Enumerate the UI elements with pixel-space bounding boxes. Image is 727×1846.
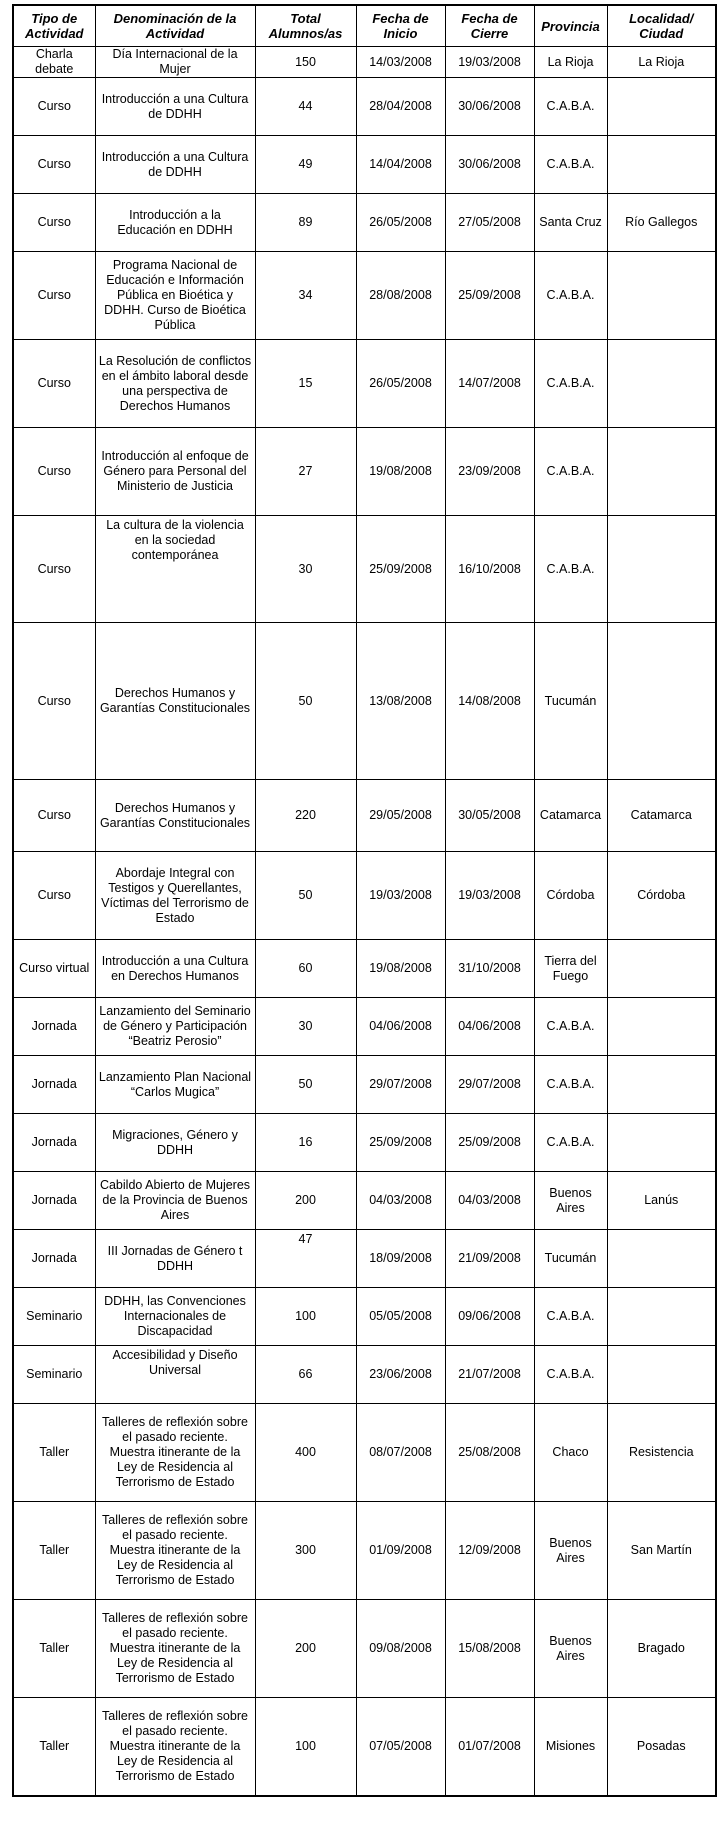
table-row xyxy=(13,1114,716,1172)
cell-total: 66 xyxy=(255,1346,356,1404)
cell-tipo: Seminario xyxy=(13,1346,95,1404)
activities-table xyxy=(12,4,717,1797)
cell-provincia: C.A.B.A. xyxy=(534,252,607,340)
cell-total: 50 xyxy=(255,852,356,940)
cell-tipo: Jornada xyxy=(13,1114,95,1172)
cell-denominacion: La Resolución de conflictos en el ámbito laboral desde una perspectiva de Derechos Humanos xyxy=(95,340,255,428)
cell-inicio: 25/09/2008 xyxy=(356,1114,445,1172)
cell-localidad xyxy=(607,1230,716,1288)
cell-provincia: Catamarca xyxy=(534,780,607,852)
cell-total: 47 xyxy=(255,1230,356,1288)
cell-provincia: Misiones xyxy=(534,1698,607,1796)
cell-denominacion: Programa Nacional de Educación e Información Pública en Bioética y DDHH. Curso de Bioética Pública xyxy=(95,252,255,340)
cell-provincia: C.A.B.A. xyxy=(534,1056,607,1114)
table-row xyxy=(13,47,716,78)
table-row xyxy=(13,998,716,1056)
cell-cierre: 30/06/2008 xyxy=(445,78,534,136)
cell-denominacion: Abordaje Integral con Testigos y Querellantes, Víctimas del Terrorismo de Estado xyxy=(95,852,255,940)
cell-inicio: 29/07/2008 xyxy=(356,1056,445,1114)
cell-provincia: Santa Cruz xyxy=(534,194,607,252)
cell-localidad xyxy=(607,252,716,340)
cell-inicio: 13/08/2008 xyxy=(356,623,445,780)
cell-denominacion: Introducción a una Cultura de DDHH xyxy=(95,136,255,194)
cell-denominacion: DDHH, las Convenciones Internacionales de Discapacidad xyxy=(95,1288,255,1346)
cell-cierre: 16/10/2008 xyxy=(445,516,534,623)
cell-cierre: 23/09/2008 xyxy=(445,428,534,516)
cell-cierre: 25/09/2008 xyxy=(445,1114,534,1172)
cell-provincia: C.A.B.A. xyxy=(534,78,607,136)
table-row xyxy=(13,1502,716,1600)
cell-tipo: Curso virtual xyxy=(13,940,95,998)
cell-inicio: 04/03/2008 xyxy=(356,1172,445,1230)
cell-inicio: 14/04/2008 xyxy=(356,136,445,194)
cell-localidad: Bragado xyxy=(607,1600,716,1698)
cell-denominacion: Derechos Humanos y Garantías Constitucionales xyxy=(95,623,255,780)
cell-provincia: Tucumán xyxy=(534,623,607,780)
cell-localidad xyxy=(607,1346,716,1404)
cell-total: 27 xyxy=(255,428,356,516)
cell-cierre: 01/07/2008 xyxy=(445,1698,534,1796)
cell-tipo: Curso xyxy=(13,428,95,516)
cell-total: 200 xyxy=(255,1600,356,1698)
cell-cierre: 31/10/2008 xyxy=(445,940,534,998)
cell-denominacion: Introducción a la Educación en DDHH xyxy=(95,194,255,252)
table-row xyxy=(13,623,716,780)
cell-tipo: Curso xyxy=(13,516,95,623)
cell-inicio: 07/05/2008 xyxy=(356,1698,445,1796)
cell-cierre: 21/07/2008 xyxy=(445,1346,534,1404)
cell-tipo: Curso xyxy=(13,852,95,940)
cell-inicio: 26/05/2008 xyxy=(356,194,445,252)
table-row xyxy=(13,78,716,136)
cell-cierre: 19/03/2008 xyxy=(445,852,534,940)
table-row xyxy=(13,194,716,252)
header-localidad: Localidad/ Ciudad xyxy=(607,5,716,47)
cell-provincia: Córdoba xyxy=(534,852,607,940)
activities-document xyxy=(12,4,715,1797)
cell-denominacion: Introducción al enfoque de Género para Personal del Ministerio de Justicia xyxy=(95,428,255,516)
cell-localidad xyxy=(607,1114,716,1172)
cell-tipo: Taller xyxy=(13,1698,95,1796)
cell-tipo: Curso xyxy=(13,340,95,428)
cell-localidad xyxy=(607,428,716,516)
cell-cierre: 15/08/2008 xyxy=(445,1600,534,1698)
cell-total: 200 xyxy=(255,1172,356,1230)
table-row xyxy=(13,1288,716,1346)
cell-denominacion: Talleres de reflexión sobre el pasado reciente. Muestra itinerante de la Ley de Residencia al Terrorismo de Estado xyxy=(95,1502,255,1600)
cell-tipo: Curso xyxy=(13,780,95,852)
table-row xyxy=(13,1056,716,1114)
cell-total: 89 xyxy=(255,194,356,252)
cell-cierre: 14/07/2008 xyxy=(445,340,534,428)
cell-cierre: 12/09/2008 xyxy=(445,1502,534,1600)
cell-cierre: 14/08/2008 xyxy=(445,623,534,780)
cell-provincia: Buenos Aires xyxy=(534,1502,607,1600)
table-row xyxy=(13,1600,716,1698)
cell-localidad xyxy=(607,940,716,998)
cell-inicio: 09/08/2008 xyxy=(356,1600,445,1698)
table-row xyxy=(13,1346,716,1404)
header-tipo: Tipo de Actividad xyxy=(13,5,95,47)
cell-denominacion: Lanzamiento Plan Nacional “Carlos Mugica” xyxy=(95,1056,255,1114)
table-row xyxy=(13,1230,716,1288)
cell-tipo: Curso xyxy=(13,78,95,136)
table-row xyxy=(13,340,716,428)
header-cierre: Fecha de Cierre xyxy=(445,5,534,47)
cell-inicio: 04/06/2008 xyxy=(356,998,445,1056)
cell-localidad: Catamarca xyxy=(607,780,716,852)
cell-localidad xyxy=(607,78,716,136)
cell-tipo: Seminario xyxy=(13,1288,95,1346)
cell-cierre: 30/05/2008 xyxy=(445,780,534,852)
table-row xyxy=(13,516,716,623)
cell-inicio: 23/06/2008 xyxy=(356,1346,445,1404)
cell-tipo: Curso xyxy=(13,623,95,780)
cell-total: 49 xyxy=(255,136,356,194)
cell-denominacion: Talleres de reflexión sobre el pasado reciente. Muestra itinerante de la Ley de Residencia al Terrorismo de Estado xyxy=(95,1600,255,1698)
cell-inicio: 14/03/2008 xyxy=(356,47,445,78)
cell-total: 44 xyxy=(255,78,356,136)
cell-provincia: C.A.B.A. xyxy=(534,1114,607,1172)
cell-provincia: C.A.B.A. xyxy=(534,340,607,428)
cell-inicio: 19/08/2008 xyxy=(356,940,445,998)
cell-tipo: Taller xyxy=(13,1600,95,1698)
cell-cierre: 21/09/2008 xyxy=(445,1230,534,1288)
cell-denominacion: Accesibilidad y Diseño Universal xyxy=(95,1346,255,1404)
cell-denominacion: Migraciones, Género y DDHH xyxy=(95,1114,255,1172)
cell-provincia: La Rioja xyxy=(534,47,607,78)
cell-inicio: 18/09/2008 xyxy=(356,1230,445,1288)
table-row xyxy=(13,136,716,194)
cell-inicio: 01/09/2008 xyxy=(356,1502,445,1600)
cell-denominacion: Introducción a una Cultura en Derechos Humanos xyxy=(95,940,255,998)
cell-denominacion: III Jornadas de Género t DDHH xyxy=(95,1230,255,1288)
cell-provincia: Buenos Aires xyxy=(534,1172,607,1230)
cell-provincia: C.A.B.A. xyxy=(534,516,607,623)
table-row xyxy=(13,1698,716,1796)
cell-tipo: Jornada xyxy=(13,1172,95,1230)
cell-total: 30 xyxy=(255,998,356,1056)
table-row xyxy=(13,780,716,852)
cell-total: 220 xyxy=(255,780,356,852)
cell-provincia: Tierra del Fuego xyxy=(534,940,607,998)
cell-provincia: C.A.B.A. xyxy=(534,428,607,516)
cell-provincia: C.A.B.A. xyxy=(534,1346,607,1404)
cell-denominacion: Talleres de reflexión sobre el pasado reciente. Muestra itinerante de la Ley de Residencia al Terrorismo de Estado xyxy=(95,1404,255,1502)
header-provincia: Provincia xyxy=(534,5,607,47)
table-row xyxy=(13,852,716,940)
cell-denominacion: Derechos Humanos y Garantías Constitucionales xyxy=(95,780,255,852)
cell-provincia: Chaco xyxy=(534,1404,607,1502)
table-row xyxy=(13,1404,716,1502)
table-row xyxy=(13,252,716,340)
table-row xyxy=(13,1172,716,1230)
cell-tipo: Jornada xyxy=(13,998,95,1056)
cell-localidad xyxy=(607,340,716,428)
cell-inicio: 28/04/2008 xyxy=(356,78,445,136)
cell-provincia: C.A.B.A. xyxy=(534,1288,607,1346)
cell-tipo: Jornada xyxy=(13,1230,95,1288)
cell-inicio: 19/08/2008 xyxy=(356,428,445,516)
cell-localidad xyxy=(607,1056,716,1114)
cell-localidad: Posadas xyxy=(607,1698,716,1796)
cell-total: 50 xyxy=(255,1056,356,1114)
cell-localidad xyxy=(607,136,716,194)
cell-localidad: Río Gallegos xyxy=(607,194,716,252)
cell-localidad xyxy=(607,998,716,1056)
cell-cierre: 04/03/2008 xyxy=(445,1172,534,1230)
cell-tipo: Jornada xyxy=(13,1056,95,1114)
cell-denominacion: Introducción a una Cultura de DDHH xyxy=(95,78,255,136)
cell-total: 60 xyxy=(255,940,356,998)
cell-denominacion: La cultura de la violencia en la sociedad contemporánea xyxy=(95,516,255,623)
cell-total: 15 xyxy=(255,340,356,428)
cell-inicio: 08/07/2008 xyxy=(356,1404,445,1502)
cell-denominacion: Cabildo Abierto de Mujeres de la Provincia de Buenos Aires xyxy=(95,1172,255,1230)
cell-total: 100 xyxy=(255,1288,356,1346)
cell-total: 150 xyxy=(255,47,356,78)
cell-total: 34 xyxy=(255,252,356,340)
cell-tipo: Curso xyxy=(13,194,95,252)
cell-localidad: Resistencia xyxy=(607,1404,716,1502)
cell-inicio: 26/05/2008 xyxy=(356,340,445,428)
cell-inicio: 29/05/2008 xyxy=(356,780,445,852)
cell-tipo: Charla debate xyxy=(13,47,95,78)
cell-provincia: Buenos Aires xyxy=(534,1600,607,1698)
cell-tipo: Taller xyxy=(13,1404,95,1502)
cell-denominacion: Talleres de reflexión sobre el pasado reciente. Muestra itinerante de la Ley de Residencia al Terrorismo de Estado xyxy=(95,1698,255,1796)
header-denominacion: Denominación de la Actividad xyxy=(95,5,255,47)
cell-cierre: 19/03/2008 xyxy=(445,47,534,78)
cell-cierre: 25/08/2008 xyxy=(445,1404,534,1502)
cell-inicio: 28/08/2008 xyxy=(356,252,445,340)
cell-denominacion: Lanzamiento del Seminario de Género y Participación “Beatriz Perosio” xyxy=(95,998,255,1056)
cell-localidad xyxy=(607,1288,716,1346)
cell-total: 30 xyxy=(255,516,356,623)
cell-total: 16 xyxy=(255,1114,356,1172)
cell-provincia: Tucumán xyxy=(534,1230,607,1288)
cell-cierre: 29/07/2008 xyxy=(445,1056,534,1114)
cell-total: 50 xyxy=(255,623,356,780)
cell-localidad: Lanús xyxy=(607,1172,716,1230)
cell-inicio: 05/05/2008 xyxy=(356,1288,445,1346)
cell-tipo: Taller xyxy=(13,1502,95,1600)
cell-total: 400 xyxy=(255,1404,356,1502)
cell-denominacion: Día Internacional de la Mujer xyxy=(95,47,255,78)
cell-localidad: La Rioja xyxy=(607,47,716,78)
cell-inicio: 25/09/2008 xyxy=(356,516,445,623)
cell-inicio: 19/03/2008 xyxy=(356,852,445,940)
cell-cierre: 25/09/2008 xyxy=(445,252,534,340)
cell-localidad xyxy=(607,516,716,623)
header-row xyxy=(13,5,716,47)
cell-localidad xyxy=(607,623,716,780)
cell-localidad: San Martín xyxy=(607,1502,716,1600)
cell-cierre: 27/05/2008 xyxy=(445,194,534,252)
table-row xyxy=(13,428,716,516)
cell-cierre: 09/06/2008 xyxy=(445,1288,534,1346)
table-row xyxy=(13,940,716,998)
cell-total: 300 xyxy=(255,1502,356,1600)
cell-tipo: Curso xyxy=(13,136,95,194)
header-inicio: Fecha de Inicio xyxy=(356,5,445,47)
cell-provincia: C.A.B.A. xyxy=(534,998,607,1056)
cell-cierre: 30/06/2008 xyxy=(445,136,534,194)
header-total: Total Alumnos/as xyxy=(255,5,356,47)
cell-total: 100 xyxy=(255,1698,356,1796)
cell-localidad: Córdoba xyxy=(607,852,716,940)
cell-provincia: C.A.B.A. xyxy=(534,136,607,194)
cell-cierre: 04/06/2008 xyxy=(445,998,534,1056)
cell-tipo: Curso xyxy=(13,252,95,340)
